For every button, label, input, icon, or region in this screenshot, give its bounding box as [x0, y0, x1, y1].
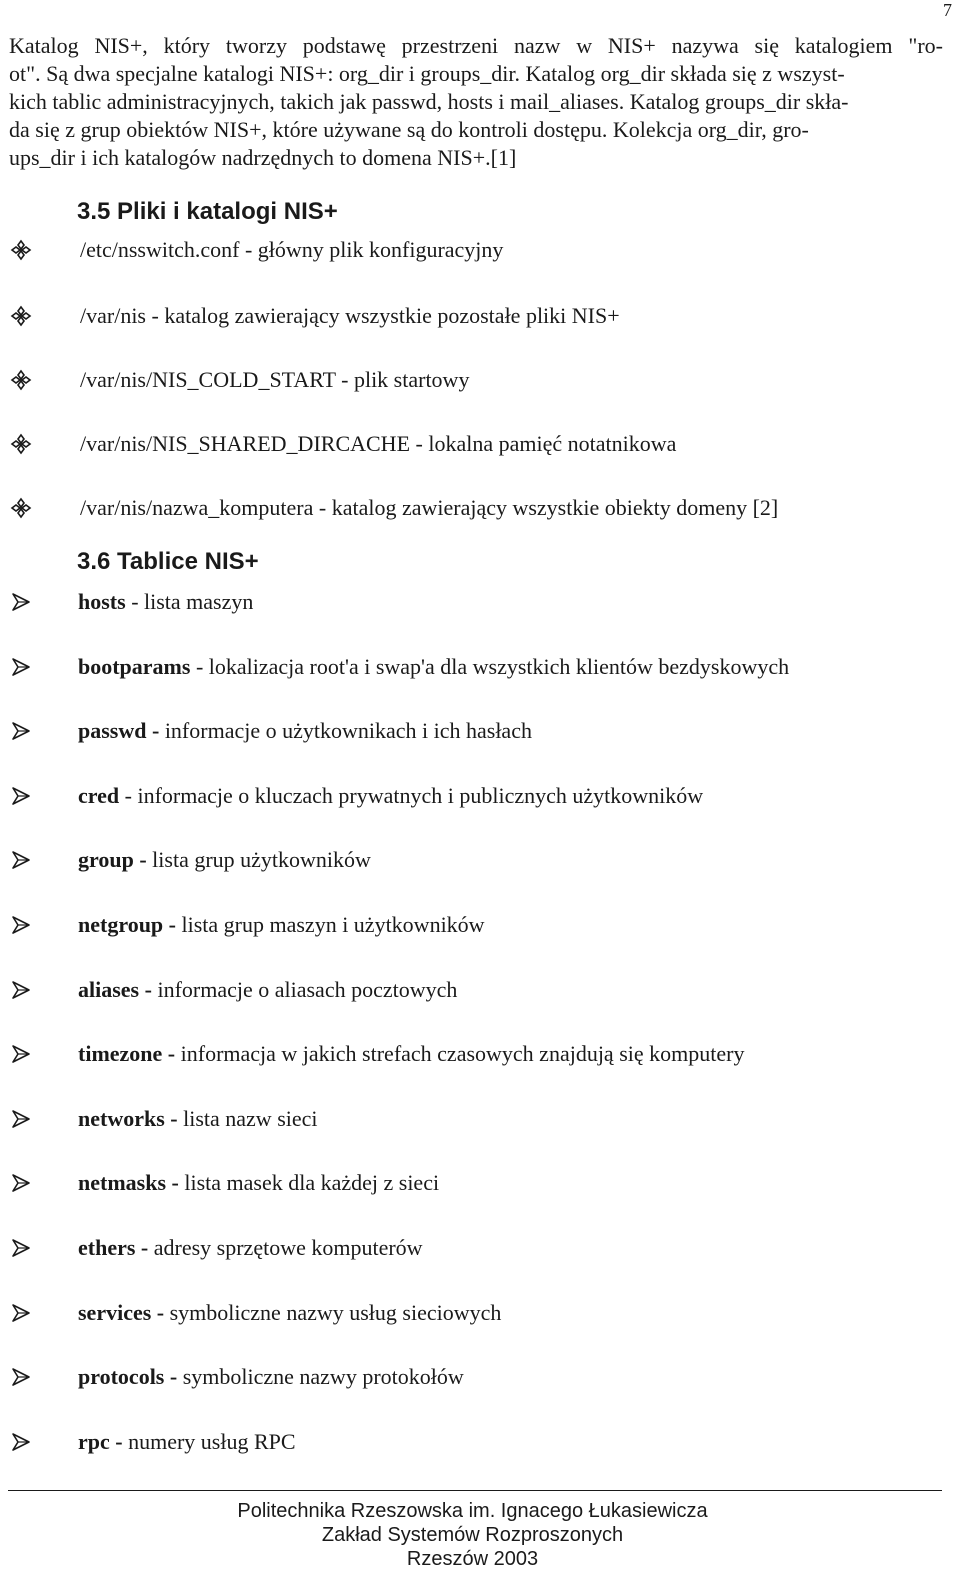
table-list-item: [10, 1038, 744, 1070]
file-list-text: /var/nis/NIS_COLD_START - plik startowy: [80, 367, 470, 392]
table-name: netmasks -: [78, 1170, 179, 1195]
table-name: passwd -: [78, 718, 160, 743]
table-description: adresy sprzętowe komputerów: [148, 1235, 423, 1260]
table-name: hosts: [78, 589, 126, 614]
arrowhead-bullet-icon: [10, 849, 32, 871]
arrowhead-bullet-icon: [10, 656, 32, 678]
arrowhead-bullet-icon: [10, 720, 32, 742]
arrowhead-bullet-icon: [10, 1237, 32, 1259]
arrowhead-bullet-icon: [10, 1366, 32, 1388]
table-name: timezone -: [78, 1041, 176, 1066]
table-list-item: [10, 909, 485, 941]
footer-place-year: Rzeszów 2003: [406, 1548, 539, 1570]
arrowhead-bullet-icon: [10, 1302, 32, 1324]
table-list-item: [10, 1361, 464, 1393]
arrowhead-bullet-icon: [10, 1172, 32, 1194]
section-heading-files: 3.5 Pliki i katalogi NIS+: [77, 198, 338, 225]
four-petal-diamond-icon: [10, 369, 32, 391]
table-list-item: [10, 586, 253, 618]
table-list-item: [10, 1426, 296, 1458]
table-list-text: [78, 1235, 423, 1261]
four-petal-diamond-icon: [10, 497, 32, 519]
file-list-text: /etc/nsswitch.conf - główny plik konfiguracyjny: [80, 237, 504, 262]
footer-department: Zakład Systemów Rozproszonych: [321, 1524, 624, 1546]
arrowhead-bullet-icon: [10, 1431, 32, 1453]
table-description: lista grup użytkowników: [146, 847, 371, 872]
table-list-item: [10, 1103, 318, 1135]
table-list-text: [78, 718, 532, 744]
file-list-item: [10, 234, 503, 266]
table-list-text: [78, 1041, 744, 1067]
table-list-item: [10, 844, 371, 876]
file-list-item: [10, 300, 620, 332]
table-description: lista masek dla każdej z sieci: [178, 1170, 440, 1195]
table-list-item: [10, 1232, 423, 1264]
table-name: ethers -: [78, 1235, 149, 1260]
table-name: cred: [78, 783, 120, 808]
intro-line: Katalog NIS+, który tworzy podstawę przestrzeni nazw w NIS+ nazywa się katalogiem "ro-: [9, 33, 943, 58]
table-description: numery usług RPC: [122, 1429, 296, 1454]
table-list-text: [78, 1170, 439, 1196]
table-name: netgroup -: [78, 912, 176, 937]
table-list-text: [78, 1106, 318, 1132]
arrowhead-bullet-icon: [10, 785, 32, 807]
intro-line: da się z grup obiektów NIS+, które używane są do kontroli dostępu. Kolekcja org_dir, gro-: [9, 117, 809, 142]
arrowhead-bullet-icon: [10, 1108, 32, 1130]
file-list-text: /var/nis - katalog zawierający wszystkie pozostałe pliki NIS+: [80, 303, 620, 328]
table-list-item: [10, 780, 703, 812]
arrowhead-bullet-icon: [10, 914, 32, 936]
table-list-item: [10, 974, 457, 1006]
table-list-text: [78, 977, 457, 1003]
table-description: - lista maszyn: [125, 589, 254, 614]
table-name: rpc -: [78, 1429, 123, 1454]
table-list-item: [10, 651, 789, 683]
table-name: networks -: [78, 1106, 178, 1131]
intro-line: ot". Są dwa specjalne katalogi NIS+: org_dir i groups_dir. Katalog org_dir składa się z wszyst-: [9, 61, 845, 86]
table-description: informacje o użytkownikach i ich hasłach: [159, 718, 532, 743]
table-name: services -: [78, 1300, 165, 1325]
four-petal-diamond-icon: [10, 305, 32, 327]
page-number: 7: [943, 0, 952, 20]
intro-line: kich tablic administracyjnych, takich jak passwd, hosts i mail_aliases. Katalog groups_dir skła-: [9, 89, 849, 114]
table-description: informacja w jakich strefach czasowych znajdują się komputery: [175, 1041, 745, 1066]
file-list-item: [10, 428, 676, 460]
file-list-item: [10, 492, 778, 524]
four-petal-diamond-icon: [10, 433, 32, 455]
arrowhead-bullet-icon: [10, 979, 32, 1001]
table-list-text: [78, 1300, 501, 1326]
table-list-text: [78, 1364, 464, 1390]
table-description: symboliczne nazwy protokołów: [177, 1364, 464, 1389]
footer-institution: Politechnika Rzeszowska im. Ignacego Łukasiewicza: [237, 1500, 708, 1522]
table-list-item: [10, 1297, 501, 1329]
table-list-text: [78, 912, 485, 938]
footer-divider: [8, 1490, 942, 1491]
table-list-item: [10, 1167, 439, 1199]
table-name: aliases -: [78, 977, 152, 1002]
file-list-text: /var/nis/NIS_SHARED_DIRCACHE - lokalna pamięć notatnikowa: [80, 431, 677, 456]
table-list-text: [78, 1429, 296, 1455]
table-list-text: [78, 654, 789, 680]
four-petal-diamond-icon: [10, 239, 32, 261]
section-heading-tables: 3.6 Tablice NIS+: [77, 548, 259, 575]
arrowhead-bullet-icon: [10, 1043, 32, 1065]
arrowhead-bullet-icon: [10, 591, 32, 613]
table-description: lista nazw sieci: [177, 1106, 318, 1131]
intro-paragraph: [9, 32, 943, 172]
file-list-item: [10, 364, 469, 396]
table-description: symboliczne nazwy usług sieciowych: [164, 1300, 502, 1325]
file-list-text: /var/nis/nazwa_komputera - katalog zawierający wszystkie obiekty domeny [2]: [80, 495, 779, 520]
table-description: - lokalizacja root'a i swap'a dla wszystkich klientów bezdyskowych: [190, 654, 790, 679]
table-name: protocols -: [78, 1364, 178, 1389]
table-name: group -: [78, 847, 147, 872]
table-list-text: [78, 589, 253, 615]
table-list-text: [78, 783, 703, 809]
table-description: - informacje o kluczach prywatnych i publicznych użytkowników: [119, 783, 704, 808]
table-description: lista grup maszyn i użytkowników: [176, 912, 485, 937]
table-name: bootparams: [78, 654, 191, 679]
table-description: informacje o aliasach pocztowych: [151, 977, 458, 1002]
table-list-item: [10, 715, 532, 747]
table-list-text: [78, 847, 371, 873]
intro-line: ups_dir i ich katalogów nadrzędnych to domena NIS+.[1]: [9, 145, 517, 170]
